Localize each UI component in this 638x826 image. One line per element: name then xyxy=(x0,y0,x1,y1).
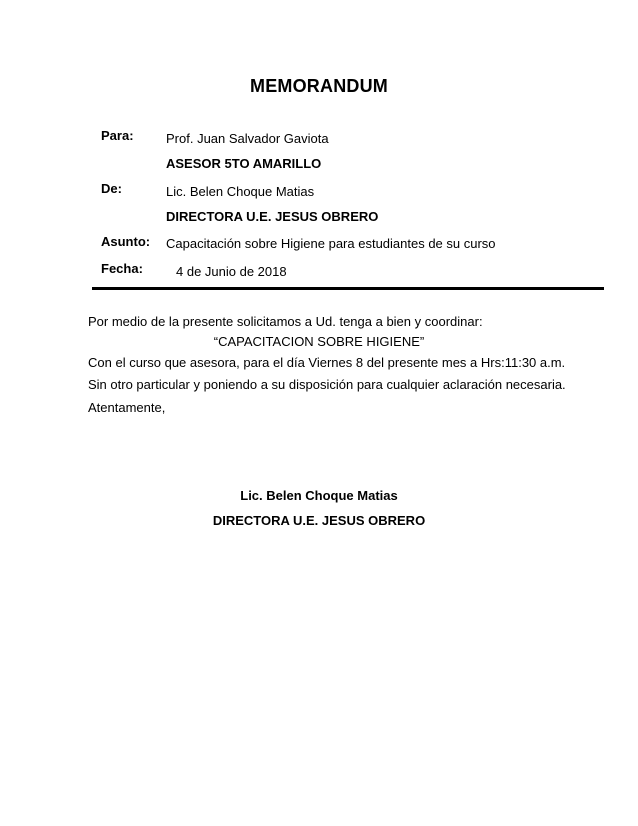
body-line-salutation: Atentamente, xyxy=(88,400,166,415)
de-role: DIRECTORA U.E. JESUS OBRERO xyxy=(166,209,379,224)
para-role: ASESOR 5TO AMARILLO xyxy=(166,156,322,171)
body-line-closing-remark: Sin otro particular y poniendo a su disposición para cualquier aclaración necesaria. xyxy=(88,377,566,392)
fecha-label: Fecha: xyxy=(101,261,143,276)
body-line-topic: “CAPACITACION SOBRE HIGIENE” xyxy=(213,334,425,349)
signature-name: Lic. Belen Choque Matias xyxy=(240,488,398,503)
memo-title: MEMORANDUM xyxy=(250,76,388,96)
de-name: Lic. Belen Choque Matias xyxy=(166,184,315,199)
signature-role: DIRECTORA U.E. JESUS OBRERO xyxy=(212,513,426,528)
fecha-value: 4 de Junio de 2018 xyxy=(176,264,287,279)
asunto-value: Capacitación sobre Higiene para estudiantes de su curso xyxy=(166,236,496,251)
para-name: Prof. Juan Salvador Gaviota xyxy=(166,131,329,146)
asunto-label: Asunto: xyxy=(101,234,151,249)
header-divider xyxy=(92,287,604,290)
para-label: Para: xyxy=(101,128,134,143)
body-line-intro: Por medio de la presente solicitamos a Ud. tenga a bien y coordinar: xyxy=(88,314,483,329)
de-label: De: xyxy=(101,181,122,196)
body-line-schedule: Con el curso que asesora, para el día Viernes 8 del presente mes a Hrs:11:30 a.m. xyxy=(88,355,566,370)
